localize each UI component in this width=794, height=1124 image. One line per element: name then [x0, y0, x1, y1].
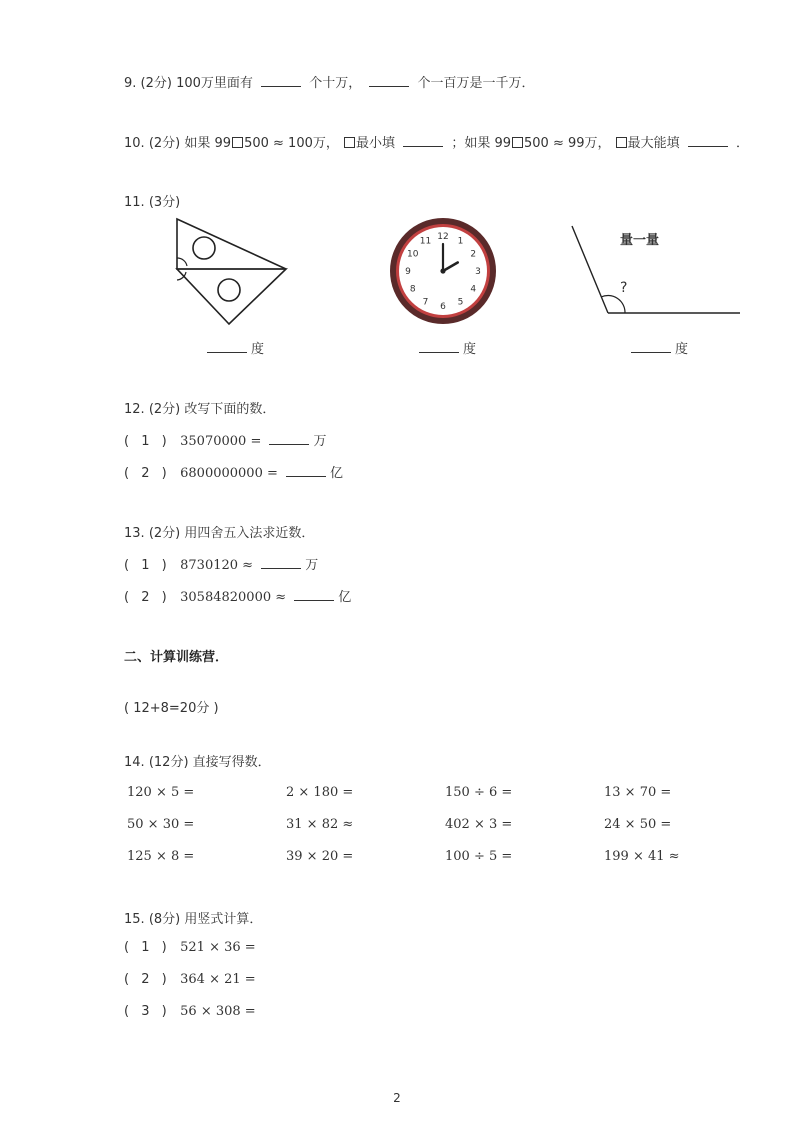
q15-item-2: [124, 972, 256, 987]
page-number: 2: [393, 1091, 401, 1105]
item-expression: 56 × 308 =: [180, 1004, 256, 1019]
question-title: 直接写得数．: [192, 755, 271, 770]
answer-blank[interactable]: [261, 85, 301, 87]
question-number: 13.: [124, 526, 145, 541]
calc-item: 24 × 50 =: [604, 817, 672, 832]
answer-blank[interactable]: [207, 351, 247, 353]
angle-answer-2: [415, 338, 476, 357]
question-text: 500 ≈ 99万，: [524, 136, 611, 151]
item-expression: 364 × 21 =: [180, 972, 256, 987]
answer-blank[interactable]: [688, 145, 728, 147]
question-text: 最大能填: [627, 136, 680, 151]
clock-numeral: 12: [437, 232, 449, 242]
calc-item: 100 ÷ 5 =: [445, 849, 513, 864]
q12-item-2: [124, 462, 343, 481]
section-title: 二、计算训练营．: [124, 650, 229, 665]
q15-item-1: [124, 940, 256, 955]
question-score: (3分): [148, 195, 181, 210]
question-12: [124, 398, 275, 417]
question-text: ．: [735, 136, 749, 151]
question-number: 9.: [124, 76, 137, 91]
clock-numeral: 10: [406, 249, 419, 260]
clock-numeral: 8: [409, 284, 416, 295]
unit-label: 万: [313, 434, 327, 449]
clock-numeral: 7: [422, 297, 429, 308]
question-text: 个十万，: [309, 76, 362, 91]
clock-figure: [388, 216, 498, 326]
question-title: 改写下面的数．: [184, 402, 276, 417]
question-text: ；如果 99: [451, 136, 511, 151]
clock-numeral: 11: [419, 236, 432, 247]
question-score: (2分): [140, 76, 172, 91]
question-14: [124, 751, 271, 770]
calc-item: 39 × 20 =: [286, 849, 354, 864]
clock-numeral: 2: [470, 249, 477, 260]
answer-blank[interactable]: [419, 351, 459, 353]
section-points: ( 12+8=20分 ): [124, 701, 219, 716]
answer-blank[interactable]: [403, 145, 443, 147]
calc-item: 50 × 30 =: [127, 817, 195, 832]
question-score: (2分): [148, 136, 181, 151]
question-score: (8分): [148, 912, 181, 927]
item-expression: 35070000 =: [180, 434, 262, 449]
clock-numeral: 4: [470, 284, 477, 295]
unit-label: 度: [675, 342, 689, 357]
calc-item: 199 × 41 ≈: [604, 849, 680, 864]
answer-blank[interactable]: [631, 351, 671, 353]
question-13: [124, 522, 314, 541]
item-index: ( 1 ): [124, 434, 171, 449]
calc-item: 150 ÷ 6 =: [445, 785, 513, 800]
question-mark: ?: [620, 280, 628, 296]
question-text: 500 ≈ 100万，: [244, 136, 339, 151]
clock-numeral: 1: [457, 236, 464, 247]
unit-label: 度: [251, 342, 265, 357]
question-number: 15.: [124, 912, 145, 927]
item-index: ( 3 ): [124, 1004, 171, 1019]
item-index: ( 1 ): [124, 940, 171, 955]
question-9: [124, 72, 535, 91]
unit-label: 亿: [338, 590, 352, 605]
question-text: 如果 99: [184, 136, 232, 151]
item-index: ( 2 ): [124, 466, 171, 481]
clock-numeral: 5: [457, 297, 464, 308]
angle-answer-3: [627, 338, 688, 357]
clock-numeral: 9: [405, 267, 411, 277]
item-expression: 8730120 ≈: [180, 558, 254, 573]
question-10: [124, 132, 749, 151]
question-number: 10.: [124, 136, 145, 151]
calc-item: 2 × 180 =: [286, 785, 354, 800]
question-title: 用四舍五入法求近数．: [184, 526, 315, 541]
question-11: [124, 191, 180, 210]
calc-item: 13 × 70 =: [604, 785, 672, 800]
calc-item: 402 × 3 =: [445, 817, 513, 832]
question-score: (12分): [148, 755, 189, 770]
item-expression: 30584820000 ≈: [180, 590, 287, 605]
calc-item: 31 × 82 ≈: [286, 817, 354, 832]
item-index: ( 2 ): [124, 972, 171, 987]
square-box-icon: [512, 137, 523, 148]
answer-blank[interactable]: [261, 567, 301, 569]
angle-answer-1: [203, 338, 264, 357]
calc-item: 125 × 8 =: [127, 849, 195, 864]
question-score: (2分): [148, 402, 181, 417]
answer-blank[interactable]: [286, 475, 326, 477]
question-text: 个一百万是一千万．: [417, 76, 535, 91]
square-box-icon: [344, 137, 355, 148]
calc-item: 120 × 5 =: [127, 785, 195, 800]
answer-blank[interactable]: [369, 85, 409, 87]
square-box-icon: [616, 137, 627, 148]
question-title: 用竖式计算．: [184, 912, 263, 927]
q13-item-2: [124, 586, 351, 605]
item-index: ( 1 ): [124, 558, 171, 573]
set-square-angle-figure: [166, 214, 292, 328]
q15-item-3: [124, 1004, 256, 1019]
unit-label: 万: [305, 558, 319, 573]
q13-item-1: [124, 554, 318, 573]
item-index: ( 2 ): [124, 590, 171, 605]
question-text: 最小填: [356, 136, 396, 151]
unit-label: 度: [463, 342, 477, 357]
item-expression: 521 × 36 =: [180, 940, 256, 955]
question-text: 100万里面有: [176, 76, 253, 91]
item-expression: 6800000000 =: [180, 466, 278, 481]
question-score: (2分): [148, 526, 181, 541]
clock-numeral: 6: [440, 302, 446, 312]
clock-numeral: 3: [475, 267, 481, 277]
question-number: 14.: [124, 755, 145, 770]
question-15: [124, 908, 262, 927]
measure-label: 量一量: [620, 233, 660, 248]
question-number: 12.: [124, 402, 145, 417]
square-box-icon: [232, 137, 243, 148]
answer-blank[interactable]: [294, 599, 334, 601]
question-number: 11.: [124, 195, 145, 210]
unit-label: 亿: [330, 466, 344, 481]
answer-blank[interactable]: [269, 443, 309, 445]
q12-item-1: [124, 430, 327, 449]
